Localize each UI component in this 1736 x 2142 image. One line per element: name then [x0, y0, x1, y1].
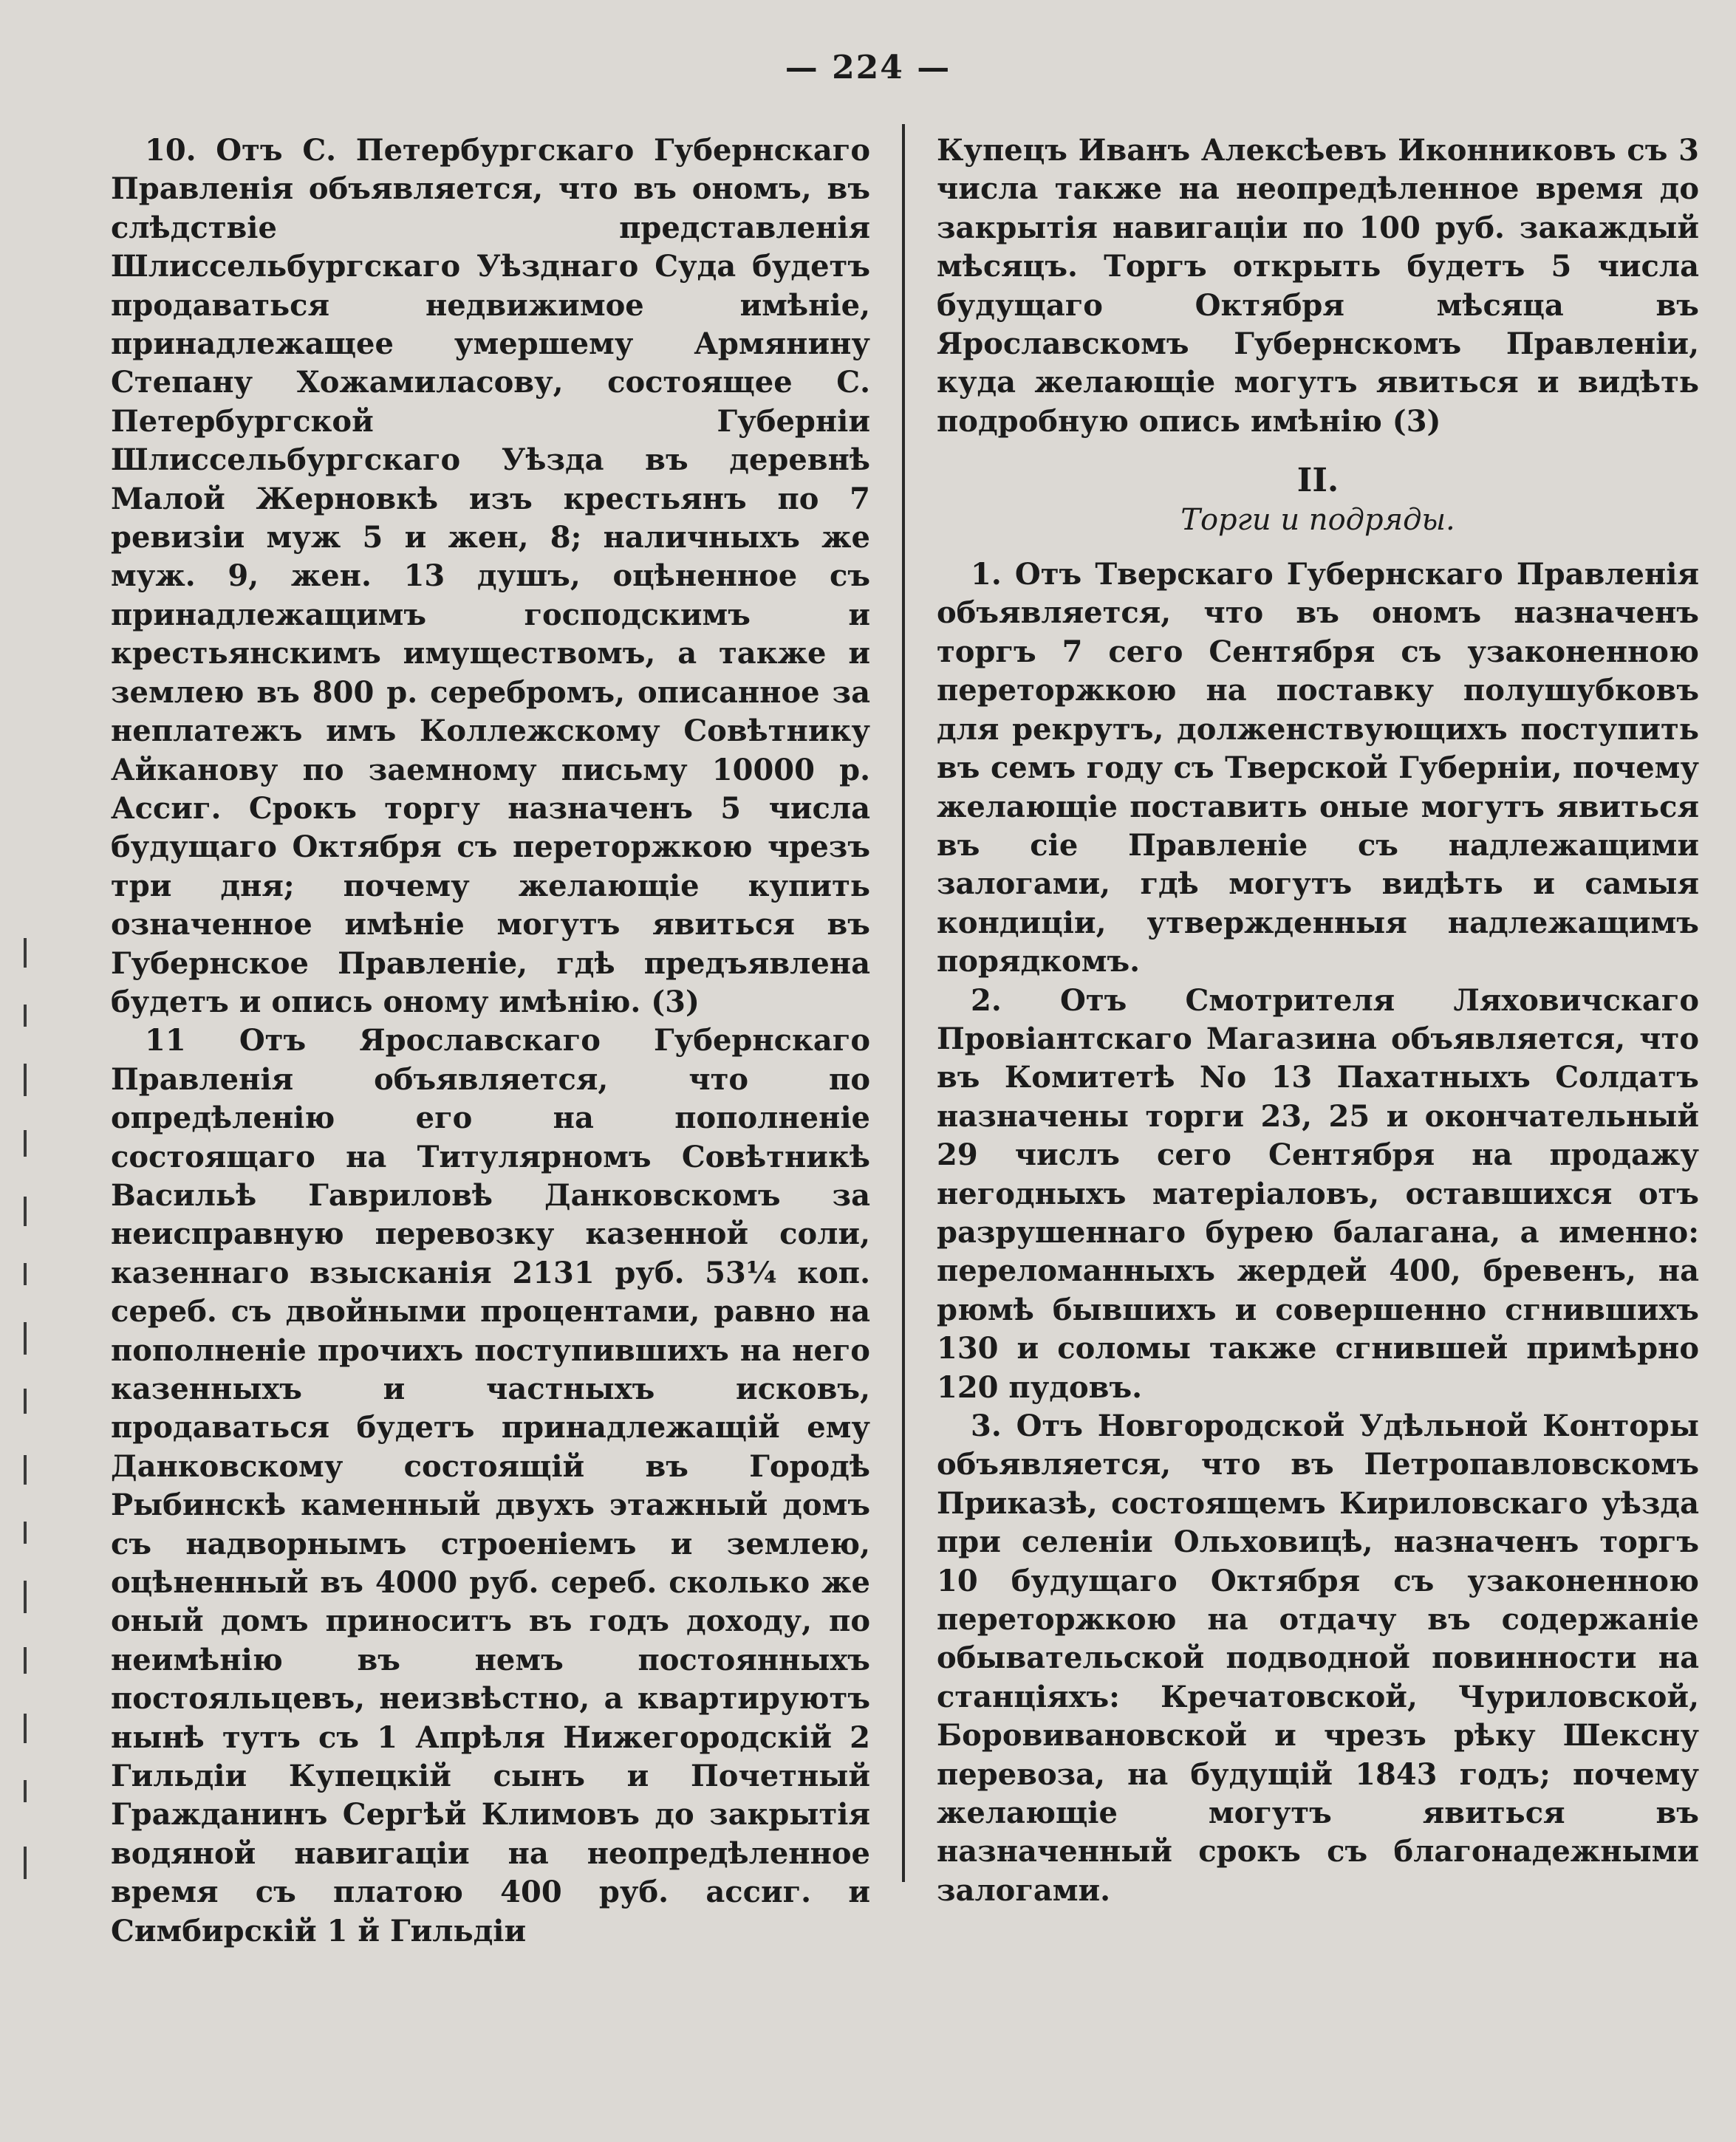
column-divider: [902, 124, 905, 1882]
notice-11: 11 Отъ Ярославскаго Губернскаго Правленія объявляется, что по опредѣленію его на пополненіе состоящаго на Титулярномъ Совѣтникѣ Васильѣ Гавриловѣ Данковскомъ за неисправную перевозку казенной соли, казеннаго взысканія 2131 руб. 53¼ коп. сереб. съ двойными процентами, равно на пополненіе прочихъ поступившихъ на него казенныхъ и частныхъ исковъ, продаваться будетъ принадлежащій ему Данковскому состоящій въ Городѣ Рыбинскѣ каменный двухъ этажный домъ съ надворнымъ строеніемъ и землею, оцѣненный въ 4000 руб. сереб. сколько же оный домъ приноситъ въ годъ доходу, по неимѣнію въ немъ постоянныхъ постояльцевъ, неизвѣстно, а квартируютъ нынѣ тутъ съ 1 Апрѣля Нижегородскій 2 Гильдіи Купецкій сынъ и Почетный Гражданинъ Сергѣй Климовъ до закрытія водяной навигаціи на неопредѣленное время съ платою 400 руб. ассиг. и Симбирскій 1 й Гильдіи: [111, 1023, 870, 1948]
section-number: II.: [1296, 462, 1339, 500]
page-edge-marks: [19, 938, 34, 1920]
left-column: [111, 131, 870, 1951]
tender-notice-3: 3. Отъ Новгородской Удѣльной Конторы объявляется, что въ Петропавловскомъ Приказѣ, состоящемъ Кириловскаго уѣзда при селеніи Ольховицѣ, назначенъ торгъ 10 будущаго Октября съ узаконенною переторжкою на отдачу въ содержаніе обывательской подводной повинности на станціяхъ: Кречатовской, Чуриловской, Боровивановской и чрезъ рѣку Шексну перевоза, на будущій 1843 годъ; почему желающіе могутъ явиться въ назначенный срокъ съ благонадежными залогами.: [937, 1409, 1699, 1908]
notice-11-continuation: Купецъ Иванъ Алексѣевъ Иконниковъ съ 3 числа также на неопредѣленное время до закрытія навигаціи по 100 руб. закаждый мѣсяцъ. Торгъ открыть будетъ 5 числа будущаго Октября мѣсяца въ Ярославскомъ Губернскомъ Правленіи, куда желающіе могутъ явиться и видѣть подробную опись имѣнію (3): [937, 133, 1699, 439]
section-heading: Торги и подряды.: [1180, 502, 1455, 537]
page-number: — 224 —: [785, 49, 951, 86]
tender-notice-1: 1. Отъ Тверскаго Губернскаго Правленія объявляется, что въ ономъ назначенъ торгъ 7 сего Сентября съ узаконенною переторжкою на поставку полушубковъ для рекрутъ, долженствующихъ поступить въ семъ году съ Тверской Губерніи, почему желающіе поставить оные могутъ явиться въ сіе Правленіе съ надлежащими залогами, гдѣ могутъ видѣть и самыя кондиціи, утвержденныя надлежащимъ порядкомъ.: [937, 557, 1699, 979]
tender-notice-2: 2. Отъ Смотрителя Ляховичскаго Провіантскаго Магазина объявляется, что въ Комитетѣ No 13 Пахатныхъ Солдатъ назначены торги 23, 25 и окончательный 29 числъ сего Сентября на продажу негодныхъ матеріаловъ, оставшихся отъ разрушеннаго бурею балагана, а именно: переломанныхъ жердей 400, бревенъ, на рюмѣ бывшихъ и совершенно сгнившихъ 130 и соломы также сгнившей примѣрно 120 пудовъ.: [937, 982, 1699, 1405]
right-column: [937, 131, 1699, 1910]
notice-10: 10. Отъ С. Петербургскаго Губернскаго Правленія объявляется, что въ ономъ, въ слѣдствіе представленія Шлиссельбургскаго Уѣзднаго Суда будетъ продаваться недвижимое имѣніе, принадлежащее умершему Армянину Степану Хожамиласову, состоящее С. Петербургской Губерніи Шлиссельбургскаго Уѣзда въ деревнѣ Малой Жерновкѣ изъ крестьянъ по 7 ревизіи муж 5 и жен, 8; наличныхъ же муж. 9, жен. 13 душъ, оцѣненное съ принадлежащимъ господскимъ и крестьянскимъ имуществомъ, а также и землею въ 800 р. серебромъ, описанное за неплатежъ имъ Коллежскому Совѣтнику Айканову по заемному письму 10000 р. Ассиг. Срокъ торгу назначенъ 5 числа будущаго Октября съ переторжкою чрезъ три дня; почему желающіе купить означенное имѣніе могутъ явиться въ Губернское Правленіе, гдѣ предъявлена будетъ и опись оному имѣнію. (3): [111, 133, 870, 1019]
